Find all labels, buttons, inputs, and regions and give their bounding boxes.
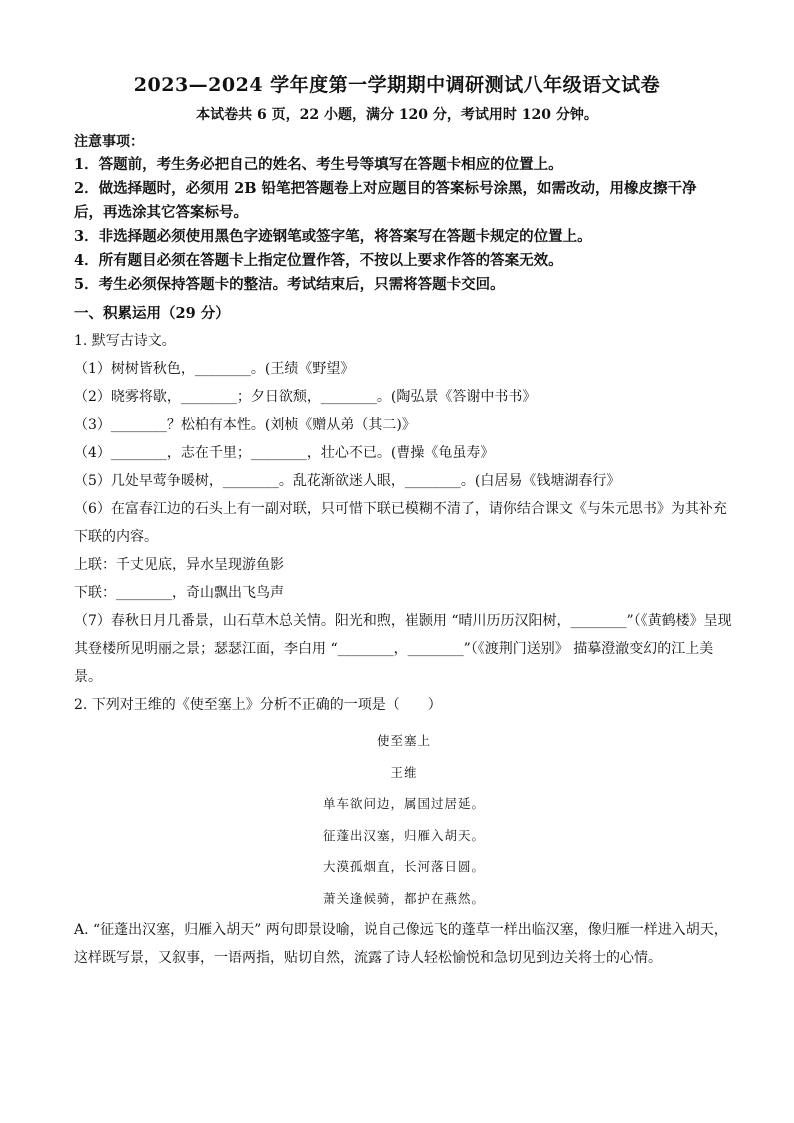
note-item: 2．做选择题时，必须用 2B 铅笔把答题卷上对应题目的答案标号涂黑，如需改动，用橡皮擦干净后，再选涂其它答案标号。 [74,180,697,221]
notes-list [74,153,724,297]
question-1-item: （6）在富春江边的石头上有一副对联，只可惜下联已模糊不清了，请你结合课文《与朱元思书》为其补充下联的内容。 [74,501,727,545]
question-1-item: （2）晓雾将歇，________；夕日欲颓，________。(陶弘景《答谢中书书》 [74,389,537,405]
page-subtitle: 本试卷共 6 页，22 小题，满分 120 分，考试用时 120 分钟。 [196,107,598,123]
poem-title: 使至塞上 [376,733,431,748]
page-title: 2023—2024 学年度第一学期期中调研测试八年级语文试卷 [133,74,661,96]
question-1-item: （5）几处早莺争暖树，________。乱花渐欲迷人眼，________。(白居易《钱塘湖春行》 [74,473,621,489]
question-2-stem: 2. 下列对王维的《使至塞上》分析不正确的一项是（ ） [74,697,442,713]
question-1-stem: 1. 默写古诗文。 [74,333,176,349]
poem-block [74,725,734,914]
section-heading: 一、积累运用（29 分） [74,305,230,322]
poem-line: 单车欲问边，属国过居延。 [322,796,485,811]
question-1-item: （4）________，志在千里；________，壮心不已。(曹操《龟虽寿》 [74,445,495,461]
poem-line: 萧关逢候骑，都护在燕然。 [322,890,485,906]
note-item: 1．答题前，考生务必把自己的姓名、考生号等填写在答题卡相应的位置上。 [74,156,563,173]
option-a: A. “征蓬出汉塞，归雁入胡天” 两句即景设喻，说自己像远飞的蓬草一样出临汉塞，像归雁一样进入胡天，这样既写景，又叙事，一语两指，贴切自然，流露了诗人轻松愉悦和急切见到边关将士的心情。 [74,922,728,966]
notes-heading: 注意事项： [74,134,144,150]
couplet-lower: 下联：________，奇山飘出飞鸟声 [74,585,284,601]
note-item: 4．所有题目必须在答题卡上指定位置作答，不按以上要求作答的答案无效。 [74,252,563,269]
couplet-upper: 上联：千丈见底，异水呈现游鱼影 [74,557,284,573]
note-item: 3．非选择题必须使用黑色字迹钢笔或签字笔，将答案写在答题卡规定的位置上。 [74,228,592,245]
question-body [74,327,734,972]
question-1-item: （3）________？松柏有本性。(刘桢《赠从弟（其二)》 [74,417,416,433]
poem-line: 大漠孤烟直，长河落日圆。 [322,859,485,874]
question-1-item: （1）树树皆秋色，________。(王绩《野望》 [74,361,355,377]
question-1-item: （7）春秋日月几番景，山石草木总关情。阳光和煦，崔颢用 “晴川历历汉阳树，________”（《黄鹤楼》呈现其登楼所见明丽之景；瑟瑟江面，李白用 “________，________”（《渡荆门送别》 描摹澄澈变幻的江上美景。 [74,613,732,685]
poem-line: 征蓬出汉塞，归雁入胡天。 [322,827,485,843]
note-item: 5．考生必须保持答题卡的整洁。考试结束后，只需将答题卡交回。 [74,276,505,293]
poem-author: 王维 [390,764,418,780]
